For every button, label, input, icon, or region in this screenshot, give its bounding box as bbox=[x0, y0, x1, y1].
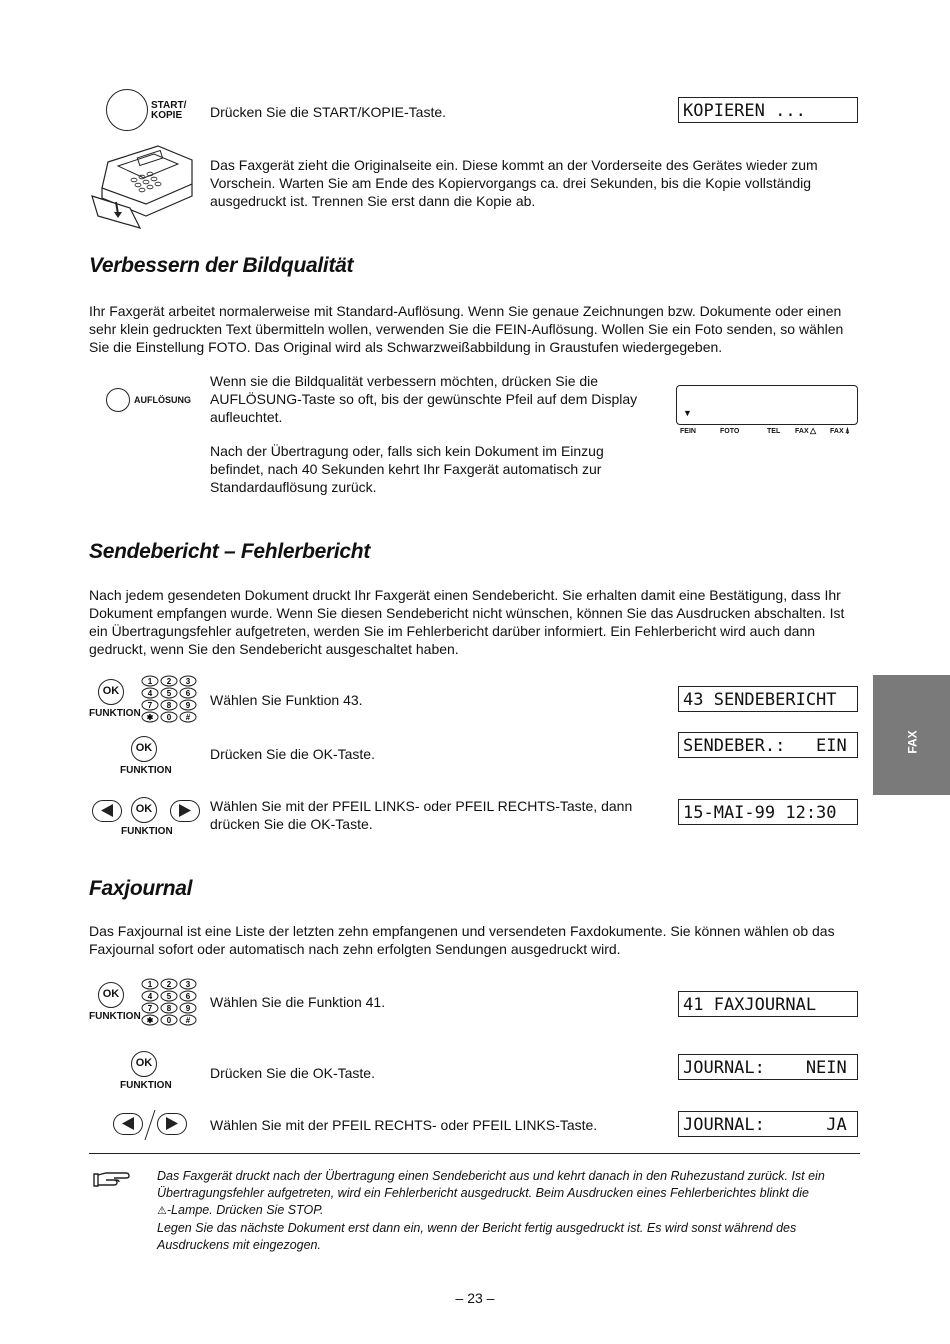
keypad-key-label: # bbox=[185, 713, 191, 722]
display-kopieren: KOPIEREN ... bbox=[678, 97, 858, 123]
page-number: – 23 – bbox=[455, 1290, 495, 1306]
arrow-left-button[interactable] bbox=[92, 800, 122, 822]
aufloesung-label: AUFLÖSUNG bbox=[134, 395, 191, 405]
arrow-left-icon bbox=[93, 801, 121, 821]
note-line3: Legen Sie das nächste Dokument erst dann ein, wenn der Bericht fertig ausgedruckt ist. Es wird sonst während des Ausdruckens mit eingezogen. bbox=[157, 1221, 797, 1252]
section1-intro: Ihr Faxgerät arbeitet normalerweise mit Standard-Auflösung. Wenn Sie genaue Zeichnungen bzw. Dokumente oder einen sehr klein gedruckten Text übermitteln wollen, verwenden Sie die FEIN-Auflösung. Wollen Sie ein Foto senden, so wählen Sie die Einstellung FOTO. Das Original wird als Schwarzweißabbildung in Graustufen wiedergegeben. bbox=[89, 303, 844, 355]
resolution-display bbox=[676, 385, 858, 425]
display-journal-ja: JOURNAL: JA bbox=[678, 1111, 858, 1137]
keypad-key-label: 9 bbox=[185, 1004, 191, 1013]
section1-text2: Nach der Übertragung oder, falls sich kein Dokument im Einzug befindet, nach 40 Sekunden kehrt Ihr Faxgerät automatisch zur Standardauflösung zurück. bbox=[210, 443, 604, 495]
keypad-key-label: 4 bbox=[147, 689, 153, 698]
fax-feed-description: Das Faxgerät zieht die Originalseite ein. Diese kommt an der Vorderseite des Gerätes wieder zum Vorschein. Warten Sie am Ende des Kopiervorgangs ca. drei Sekunden, bis die Kopie vollständig ausgedruckt ist. Trennen Sie erst dann die Kopie ab. bbox=[210, 157, 818, 209]
label-fax-2: FAX bbox=[830, 428, 844, 435]
label-tel: TEL bbox=[767, 428, 781, 435]
label-fein: FEIN bbox=[680, 428, 696, 435]
start-instruction: Drücken Sie die START/KOPIE-Taste. bbox=[210, 104, 447, 120]
ok-button[interactable]: OK bbox=[131, 1051, 157, 1077]
keypad-key-label: 0 bbox=[166, 1016, 172, 1025]
keypad-key-label: ✱ bbox=[146, 713, 154, 722]
sendebericht-step2: Drücken Sie die OK-Taste. bbox=[210, 746, 375, 762]
display-journal-nein: JOURNAL: NEIN bbox=[678, 1054, 858, 1080]
display-43-sendebericht: 43 SENDEBERICHT bbox=[678, 686, 858, 712]
resolution-display-labels bbox=[680, 428, 860, 440]
start-copy-label bbox=[151, 101, 186, 121]
keypad-key-label: 1 bbox=[147, 980, 153, 989]
section-title-sendebericht: Sendebericht – Fehlerbericht bbox=[89, 540, 371, 563]
keypad-key-label: ✱ bbox=[146, 1016, 154, 1025]
keypad-key-label: 5 bbox=[166, 992, 172, 1001]
funktion-label: FUNKTION bbox=[89, 1011, 141, 1022]
keypad-key-label: 6 bbox=[185, 992, 191, 1001]
label-fax: FAX bbox=[795, 428, 809, 435]
keypad-key-label: 5 bbox=[166, 689, 172, 698]
start-copy-button[interactable] bbox=[106, 89, 148, 131]
warning-icon: ⚠ bbox=[157, 1205, 167, 1217]
aufloesung-button[interactable] bbox=[106, 388, 130, 412]
arrow-right-button[interactable] bbox=[157, 1113, 187, 1135]
display-41-faxjournal: 41 FAXJOURNAL bbox=[678, 991, 858, 1017]
section1-text1: Wenn sie die Bildqualität verbessern möchten, drücken Sie die AUFLÖSUNG-Taste so oft, bis der gewünschte Pfeil auf dem Display aufleuchtet. bbox=[210, 373, 638, 425]
note-text bbox=[157, 1168, 862, 1254]
start-label-line2: KOPIE bbox=[151, 110, 183, 121]
keypad-key-label: 2 bbox=[166, 677, 172, 686]
fax-machine-icon bbox=[88, 140, 200, 232]
keypad-key-label: 1 bbox=[147, 677, 153, 686]
pointing-hand-icon bbox=[92, 1170, 130, 1190]
ok-button[interactable]: OK bbox=[98, 982, 124, 1008]
keypad-key-label: 8 bbox=[166, 1004, 172, 1013]
keypad-key-label: 6 bbox=[185, 689, 191, 698]
keypad-key-label: 3 bbox=[185, 980, 191, 989]
arrow-right-icon bbox=[158, 1114, 186, 1134]
keypad-key-label: 7 bbox=[147, 701, 153, 710]
keypad-key-label: # bbox=[185, 1016, 191, 1025]
keypad-key-label: 4 bbox=[147, 992, 153, 1001]
numeric-keypad-icon bbox=[140, 675, 198, 723]
keypad-key-label: 8 bbox=[166, 701, 172, 710]
display-datetime: 15-MAI-99 12:30 bbox=[678, 799, 858, 825]
start-label-line1: START/ bbox=[151, 100, 187, 111]
funktion-label: FUNKTION bbox=[121, 826, 173, 837]
ok-button[interactable]: OK bbox=[131, 797, 157, 823]
funktion-label: FUNKTION bbox=[120, 1080, 172, 1091]
faxjournal-step2: Drücken Sie die OK-Taste. bbox=[210, 1065, 375, 1081]
ok-button[interactable]: OK bbox=[131, 736, 157, 762]
slash-divider-icon bbox=[143, 1108, 157, 1142]
side-tab-label: FAX bbox=[905, 730, 920, 754]
faxjournal-step3: Wählen Sie mit der PFEIL RECHTS- oder PFEIL LINKS-Taste. bbox=[210, 1117, 598, 1133]
sendebericht-step3: Wählen Sie mit der PFEIL LINKS- oder PFEIL RECHTS-Taste, dann drücken Sie die OK-Taste. bbox=[210, 798, 633, 832]
no-bell-icon: ⍋ bbox=[845, 426, 850, 435]
section3-intro: Das Faxjournal ist eine Liste der letzten zehn empfangenen und versendeten Faxdokumente. Sie können wählen ob das Faxjournal sofort oder automatisch nach zehn erfolgten Sendungen ausgedruckt wird. bbox=[89, 923, 835, 957]
side-tab-fax bbox=[873, 675, 950, 795]
keypad-key-label: 2 bbox=[166, 980, 172, 989]
funktion-label: FUNKTION bbox=[89, 708, 141, 719]
ok-button[interactable]: OK bbox=[98, 679, 124, 705]
section-title-bildqualitaet: Verbessern der Bildqualität bbox=[89, 254, 354, 277]
faxjournal-step1: Wählen Sie die Funktion 41. bbox=[210, 994, 386, 1010]
section2-intro: Nach jedem gesendeten Dokument druckt Ihr Faxgerät einen Sendebericht. Sie erhalten damit eine Bestätigung, dass Ihr Dokument empfangen wurde. Wenn Sie diesen Sendebericht nicht wünschen, können Sie das Ausdrucken abschalten. Ist ein Übertragungsfehler aufgetreten, werden Sie im Fehlerbericht darüber informiert. Ein Fehlerbericht wird auch dann gedruckt, wenn Sie den Sendebericht ausgeschaltet haben. bbox=[89, 587, 845, 657]
label-foto: FOTO bbox=[720, 428, 740, 435]
keypad-key-label: 7 bbox=[147, 1004, 153, 1013]
keypad-key-label: 0 bbox=[166, 713, 172, 722]
keypad-key-label: 3 bbox=[185, 677, 191, 686]
sendebericht-step1: Wählen Sie Funktion 43. bbox=[210, 692, 363, 708]
resolution-pointer-icon: ▼ bbox=[683, 408, 692, 418]
arrow-left-button[interactable] bbox=[113, 1113, 143, 1135]
display-sendeber-ein: SENDEBER.: EIN bbox=[678, 732, 858, 758]
section-title-faxjournal: Faxjournal bbox=[89, 877, 193, 900]
arrow-right-button[interactable] bbox=[170, 800, 200, 822]
arrow-left-icon bbox=[114, 1114, 142, 1134]
bell-icon: △ bbox=[810, 426, 817, 435]
arrow-right-icon bbox=[171, 801, 199, 821]
numeric-keypad-icon bbox=[140, 978, 198, 1026]
note-line2: -Lampe. Drücken Sie STOP. bbox=[166, 1203, 324, 1217]
funktion-label: FUNKTION bbox=[120, 765, 172, 776]
note-divider bbox=[89, 1153, 860, 1154]
note-line1: Das Faxgerät druckt nach der Übertragung einen Sendebericht aus und kehrt danach in den Ruhezustand zurück. Ist ein Übertragungsfehler aufgetreten, wird ein Fehlerbericht ausgedruckt. Beim Ausdrucken eines Fehlerberichtes blinkt die bbox=[157, 1169, 825, 1200]
keypad-key-label: 9 bbox=[185, 701, 191, 710]
